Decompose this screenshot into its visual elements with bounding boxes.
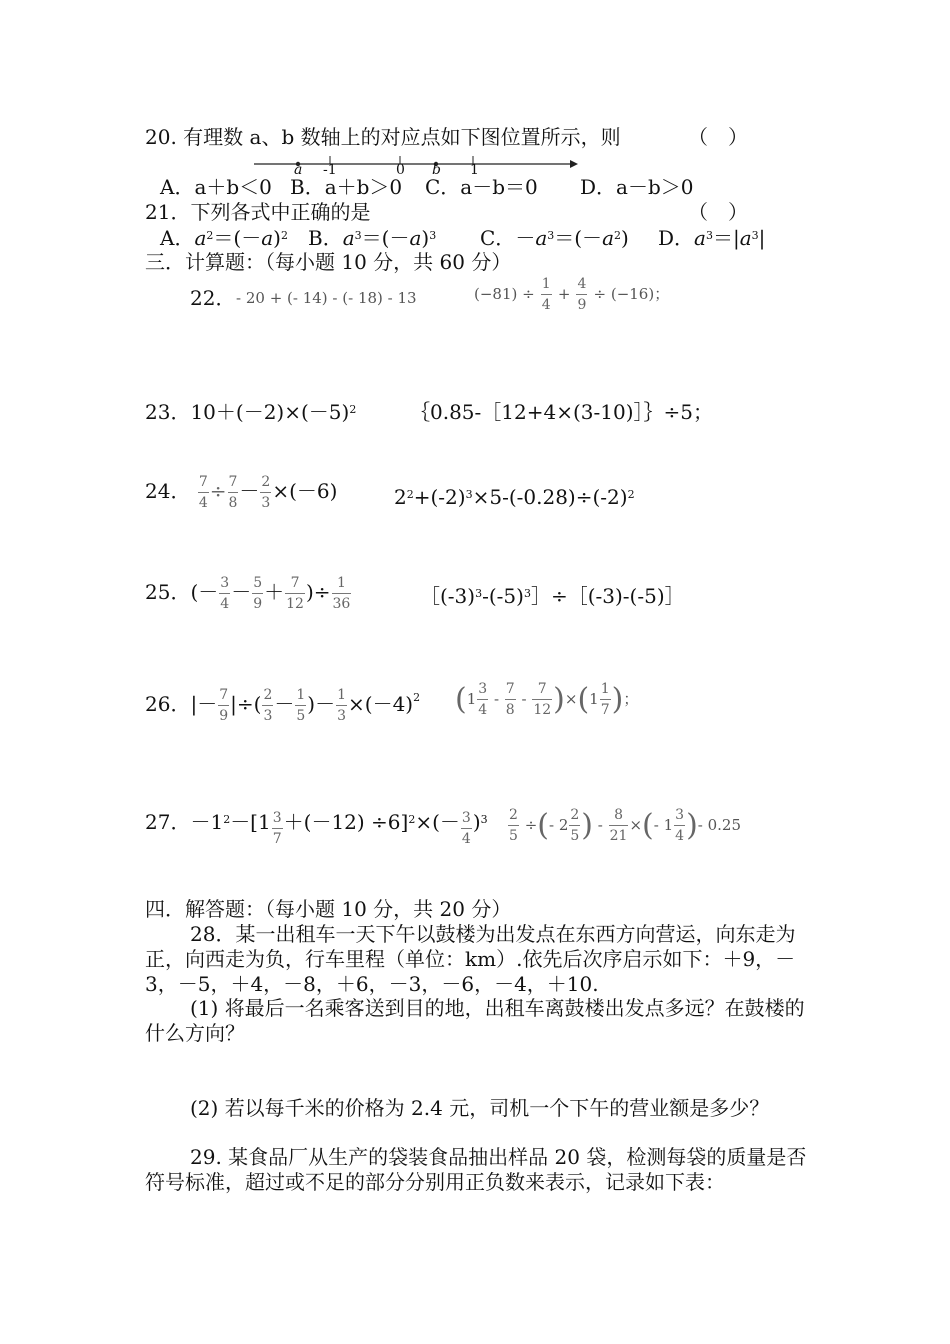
q24-left: 24． $\frac{7}{4}$ ÷ $\frac{7}{8}$ － $\frac{2}{3}$ ×(－6) [145, 474, 338, 511]
q23-right: ｛0.85-［12+4×(3-10)］｝÷5； [410, 400, 713, 424]
section-3-title: 三．计算题：（每小题 10 分，共 60 分） [145, 250, 512, 274]
q21-answer-paren: （ ） [688, 200, 748, 224]
q28-part-2: (2) 若以每千米的价格为 2.4 元，司机一个下午的营业额是多少？ [190, 1096, 770, 1120]
q27-left: 27．$-1^2-[1$ $\frac{3}{7}$ ＋(－12) ÷6]$^2$×(－ $\frac{3}{4}$ )$^3$ [145, 810, 488, 847]
q21-option-b: B．$a^3=(-a)^3$ [308, 226, 437, 250]
q22-number: 22． [190, 286, 236, 310]
axis-label-minus-one: -1 [323, 162, 337, 178]
q20-option-b: B．a＋b＞0 [290, 175, 403, 199]
q28-text: 28．某一出租车一天下午以鼓楼为出发点在东西方向营运，向东走为正，向西走为负，行车里程（单位：km）.依先后次序启示如下：＋9，－3，－5，＋4，－8，＋6，－3，－6，－4，＋10. [145, 922, 796, 996]
q25-left: 25．(－ $\frac{3}{4}$ － $\frac{5}{9}$ ＋ $\frac{7}{12}$ )÷ $\frac{1}{36}$ [145, 575, 351, 612]
q20-answer-paren: （ ） [688, 125, 748, 149]
q20-option-c: C．a－b＝0 [425, 175, 538, 199]
q22-right-expr: (−81) ÷ $\frac{1}{4}$ + $\frac{4}{9}$ ÷ (−16)； [474, 276, 670, 313]
q26-left: 26．|－ $\frac{7}{9}$ |÷( $\frac{2}{3}$ － $\frac{1}{5}$ )－ $\frac{1}{3}$ $\times(-4)^2$ [145, 687, 421, 724]
q21-option-d: D．$a^3=|a^3|$ [658, 226, 766, 250]
q26-right: (1 $\frac{3}{4}$ - $\frac{7}{8}$ - $\frac{7}{12}$ )×(1 $\frac{1}{7}$ )； [455, 681, 639, 718]
q20-option-d: D．a－b＞0 [580, 175, 694, 199]
axis-label-a: a [294, 162, 303, 178]
q24-right: $2^2+(-2)^3\times 5-(-0.28)\div(-2)^2$ [394, 485, 635, 509]
number-line-arrow [570, 160, 578, 168]
q20-stem: 20. 有理数 a、b 数轴上的对应点如下图位置所示，则 [145, 125, 621, 149]
q22-left-expr: - 20 + (- 14) - (- 18) - 13 [236, 289, 417, 307]
q29-text: 29. 某食品厂从生产的袋装食品抽出样品 20 袋，检测每袋的质量是否符号标准，超过或不足的部分分别用正负数来表示，记录如下表： [145, 1145, 807, 1194]
q23-left: 23．$10+(-2)\times(-5)^2$ [145, 400, 357, 424]
axis-label-b: b [432, 162, 441, 178]
axis-label-zero: 0 [396, 162, 405, 178]
q21-option-c: C．$-a^3=(-a^2)$ [480, 226, 629, 250]
q20-option-a: A．a＋b＜0 [160, 175, 272, 199]
q21-stem: 21．下列各式中正确的是 [145, 200, 371, 224]
axis-label-one: 1 [470, 162, 479, 178]
section-4-title: 四．解答题：（每小题 10 分，共 20 分） [145, 897, 512, 921]
q25-right: $[(-3)^3-(-5)^3]\div[(-3)-(-5)]$ [420, 584, 685, 608]
q27-right: $\frac{2}{5}$ ÷(- 2 $\frac{2}{5}$ ) - $\frac{8}{21}$ ×(- 1 $\frac{3}{4}$ )- 0.25 [509, 807, 742, 844]
q21-option-a: A．$a^2=(-a)^2$ [160, 226, 288, 250]
q28-part-1: (1) 将最后一名乘客送到目的地，出租车离鼓楼出发点多远？在鼓楼的什么方向？ [145, 996, 805, 1045]
